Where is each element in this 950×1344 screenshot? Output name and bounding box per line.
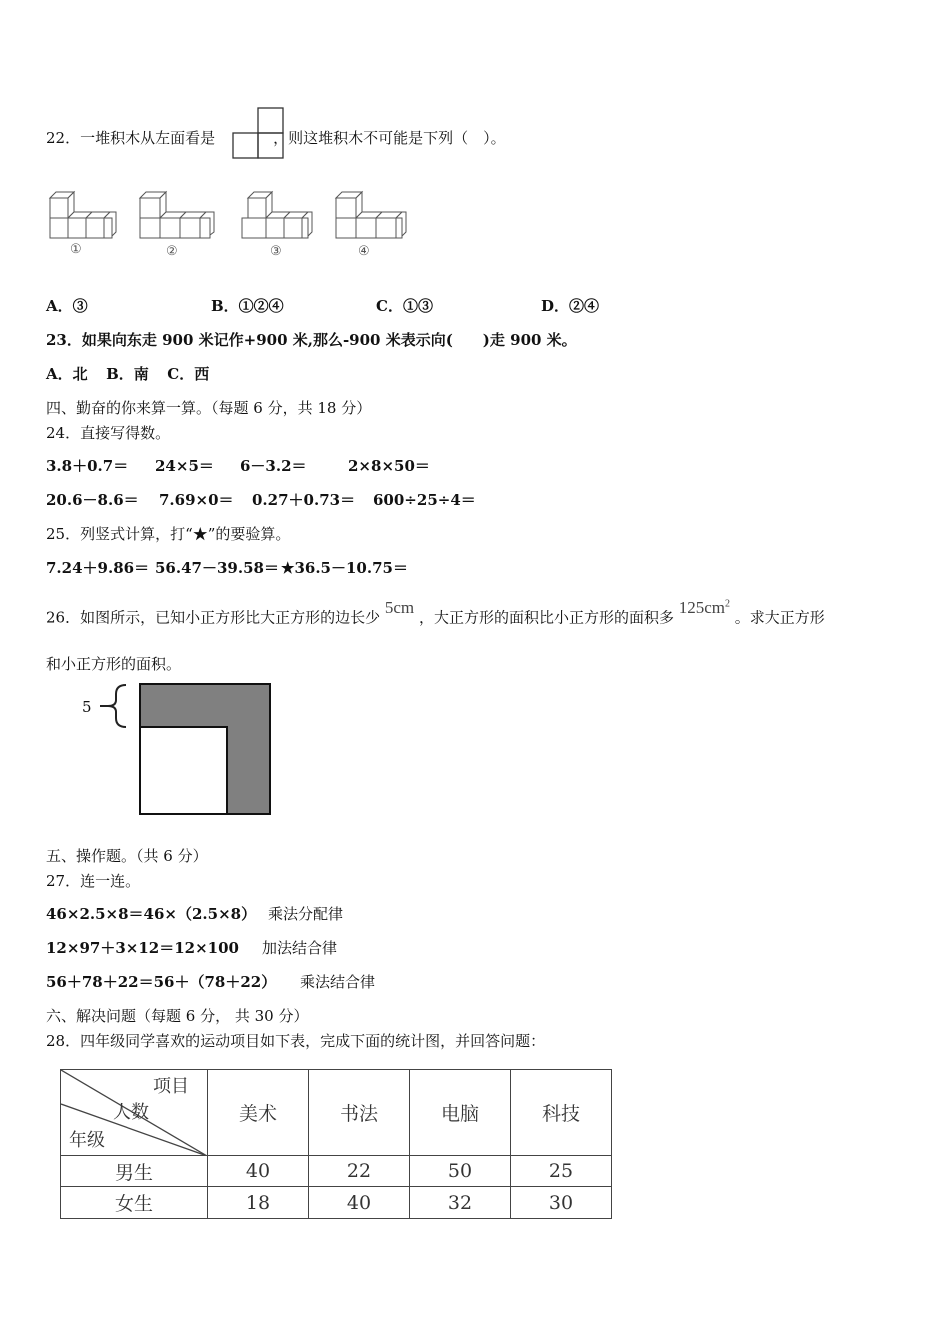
q24-row1-item4: 2×8×50＝ [348, 457, 430, 475]
cube-figure-2 [138, 188, 218, 244]
section-6-title: 六、解决问题（每题 6 分， 共 30 分） [46, 1007, 309, 1025]
cell-boys-art: 40 [208, 1156, 309, 1187]
header-project: 项目 [153, 1076, 189, 1097]
cube-figure-1 [48, 188, 120, 244]
q27-right-1[interactable]: 乘法分配律 [268, 905, 344, 923]
cube-figure-3 [240, 188, 316, 244]
q24-row2-item2: 7.69×0＝ [159, 491, 234, 509]
cell-boys-calligraphy: 22 [309, 1156, 410, 1187]
q22-option-a[interactable]: A．③ [46, 297, 88, 315]
col-header-computer: 电脑 [410, 1070, 511, 1156]
q26-text2: ，大正方形的面积比小正方形的面积多 [418, 608, 674, 627]
q25-item3: ★36.5－10.75＝ [281, 559, 408, 577]
q27-right-3[interactable]: 乘法结合律 [300, 973, 376, 991]
q22-text-before: 22．一堆积木从左面看是 [46, 129, 216, 147]
small-square [140, 727, 227, 814]
q26-value1: 5cm [384, 597, 415, 617]
q27-title: 27．连一连。 [46, 872, 141, 890]
q23-option-c[interactable]: C．西 [167, 365, 210, 383]
left-view-figure [232, 107, 286, 159]
q23-options [46, 364, 209, 384]
q27-right-2[interactable]: 加法结合律 [262, 939, 338, 957]
q27-left-2[interactable]: 12×97＋3×12＝12×100 [46, 939, 239, 957]
q22-option-c[interactable]: C．①③ [376, 297, 433, 315]
q23-option-a[interactable]: A．北 [46, 365, 88, 383]
q26-text3: 。求大正方形 [734, 608, 825, 627]
table-row [61, 1156, 612, 1187]
q26-figure-label: 5 [82, 698, 92, 716]
q22-option-d[interactable]: D．②④ [541, 297, 600, 315]
q26-text1: 26．如图所示，已知小正方形比大正方形的边长少 [46, 608, 381, 627]
q24-row1-item1: 3.8＋0.7＝ [46, 457, 129, 475]
row-label-boys: 男生 [61, 1156, 208, 1187]
cell-girls-computer: 32 [410, 1187, 511, 1219]
q26-line1 [46, 597, 825, 628]
header-count: 人数 [113, 1102, 149, 1123]
cell-girls-art: 18 [208, 1187, 309, 1219]
section-5-title: 五、操作题。（共 6 分） [46, 847, 208, 865]
col-header-technology: 科技 [511, 1070, 612, 1156]
section-4-title: 四、勤奋的你来算一算。（每题 6 分，共 18 分） [46, 399, 372, 417]
q23-option-b[interactable]: B．南 [106, 365, 149, 383]
diagonal-header-cell [61, 1070, 208, 1156]
q24-row2-item4: 600÷25÷4＝ [373, 491, 476, 509]
cube-label-1: ① [70, 242, 82, 257]
cell-boys-technology: 25 [511, 1156, 612, 1187]
q27-left-3[interactable]: 56＋78＋22＝56＋（78＋22） [46, 973, 277, 991]
table-row [61, 1187, 612, 1219]
squares-figure [96, 680, 276, 820]
q23-text: 23．如果向东走 900 米记作+900 米,那么-900 米表示向( )走 900 米。 [46, 331, 577, 349]
q25-item2: 56.47－39.58＝ [155, 559, 279, 577]
sports-table [60, 1069, 612, 1219]
q22-text-after: ，则这堆积木不可能是下列（ ）。 [273, 129, 506, 147]
cube-label-4: ④ [358, 244, 370, 259]
cube-label-2: ② [166, 244, 178, 259]
q26-value2: $125cm^2$ [678, 597, 731, 617]
q24-row2-item3: 0.27＋0.73＝ [252, 491, 356, 509]
col-header-calligraphy: 书法 [309, 1070, 410, 1156]
header-grade: 年级 [69, 1130, 105, 1151]
q22-option-b[interactable]: B．①②④ [211, 297, 284, 315]
q24-title: 24．直接写得数。 [46, 424, 171, 442]
brace [108, 685, 126, 727]
cube-label-3: ③ [270, 244, 282, 259]
cell-boys-computer: 50 [410, 1156, 511, 1187]
q26-line2: 和小正方形的面积。 [46, 655, 182, 673]
col-header-art: 美术 [208, 1070, 309, 1156]
q27-left-1[interactable]: 46×2.5×8＝46×（2.5×8） [46, 905, 257, 923]
q24-row2-item1: 20.6－8.6＝ [46, 491, 139, 509]
q28-title: 28．四年级同学喜欢的运动项目如下表，完成下面的统计图，并回答问题： [46, 1032, 546, 1050]
q24-row1-item3: 6－3.2＝ [240, 457, 307, 475]
q24-row1-item2: 24×5＝ [155, 457, 214, 475]
row-label-girls: 女生 [61, 1187, 208, 1219]
cube-figure-4 [334, 188, 410, 244]
cell-girls-calligraphy: 40 [309, 1187, 410, 1219]
q25-item1: 7.24＋9.86＝ [46, 559, 150, 577]
q25-title: 25．列竖式计算，打“★”的要验算。 [46, 525, 291, 543]
cell-girls-technology: 30 [511, 1187, 612, 1219]
